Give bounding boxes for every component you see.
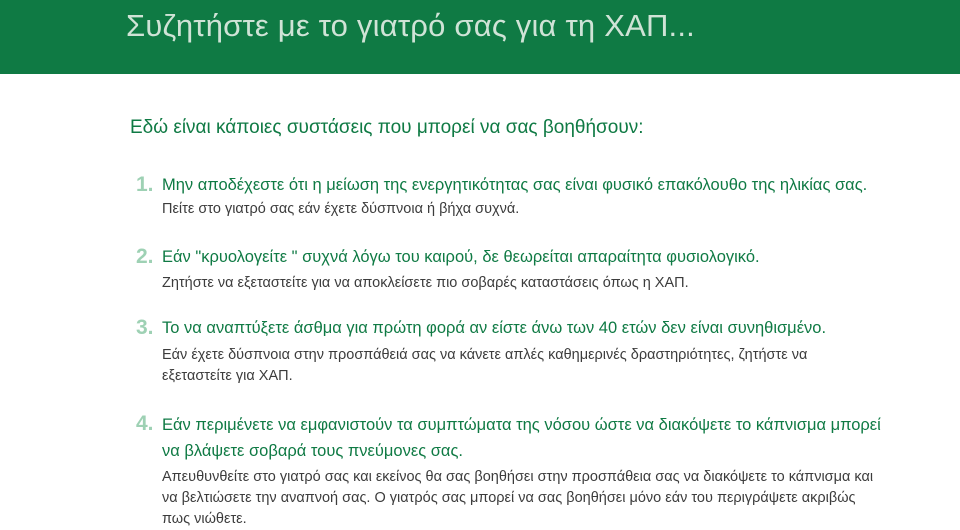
item-number: 2. [136,245,154,268]
page-title: Συζητήστε με το γιατρό σας για τη ΧΑΠ... [126,8,695,43]
item-heading: Εάν περιμένετε να εμφανιστούν τα συμπτώματα της νόσου ώστε να διακόψετε το κάπνισμα μπορεί να βλάψετε σοβαρά τους πνεύμονες σας. [162,416,881,460]
item-number: 4. [136,412,154,435]
item-heading: Εάν "κρυολογείτε " συχνά λόγω του καιρού, δε θεωρείται απαραίτητα φυσιολογικό. [162,248,760,266]
item-body: Απευθυνθείτε στο γιατρό σας και εκείνος θα σας βοηθήσει στην προσπάθεια σας να διακόψετε το κάπνισμα και να βελτιώσετε την αναπνοή σας. Ο γιατρός σας μπορεί να σας βοηθήσει μόνο εάν του περιγράψετε ακριβώς πως νιώθετε. [162,469,874,527]
item-heading: Μην αποδέχεστε ότι η μείωση της ενεργητικότητας σας είναι φυσικό επακόλουθο της ηλικίας σας. [162,176,868,194]
intro-text: Εδώ είναι κάποιες συστάσεις που μπορεί να σας βοηθήσουν: [130,117,644,138]
item-number: 1. [136,173,154,196]
item-number: 3. [136,316,154,339]
item-heading: Το να αναπτύξετε άσθμα για πρώτη φορά αν είστε άνω των 40 ετών δεν είναι συνηθισμένο. [162,319,827,337]
item-body: Πείτε στο γιατρό σας εάν έχετε δύσπνοια ή βήχα συχνά. [162,201,520,217]
item-body: Ζητήστε να εξεταστείτε για να αποκλείσετε πιο σοβαρές καταστάσεις όπως η ΧΑΠ. [162,275,689,291]
item-body: Εάν έχετε δύσπνοια στην προσπάθειά σας να κάνετε απλές καθημερινές δραστηριότητες, ζητήστε να εξεταστείτε για ΧΑΠ. [162,347,808,384]
